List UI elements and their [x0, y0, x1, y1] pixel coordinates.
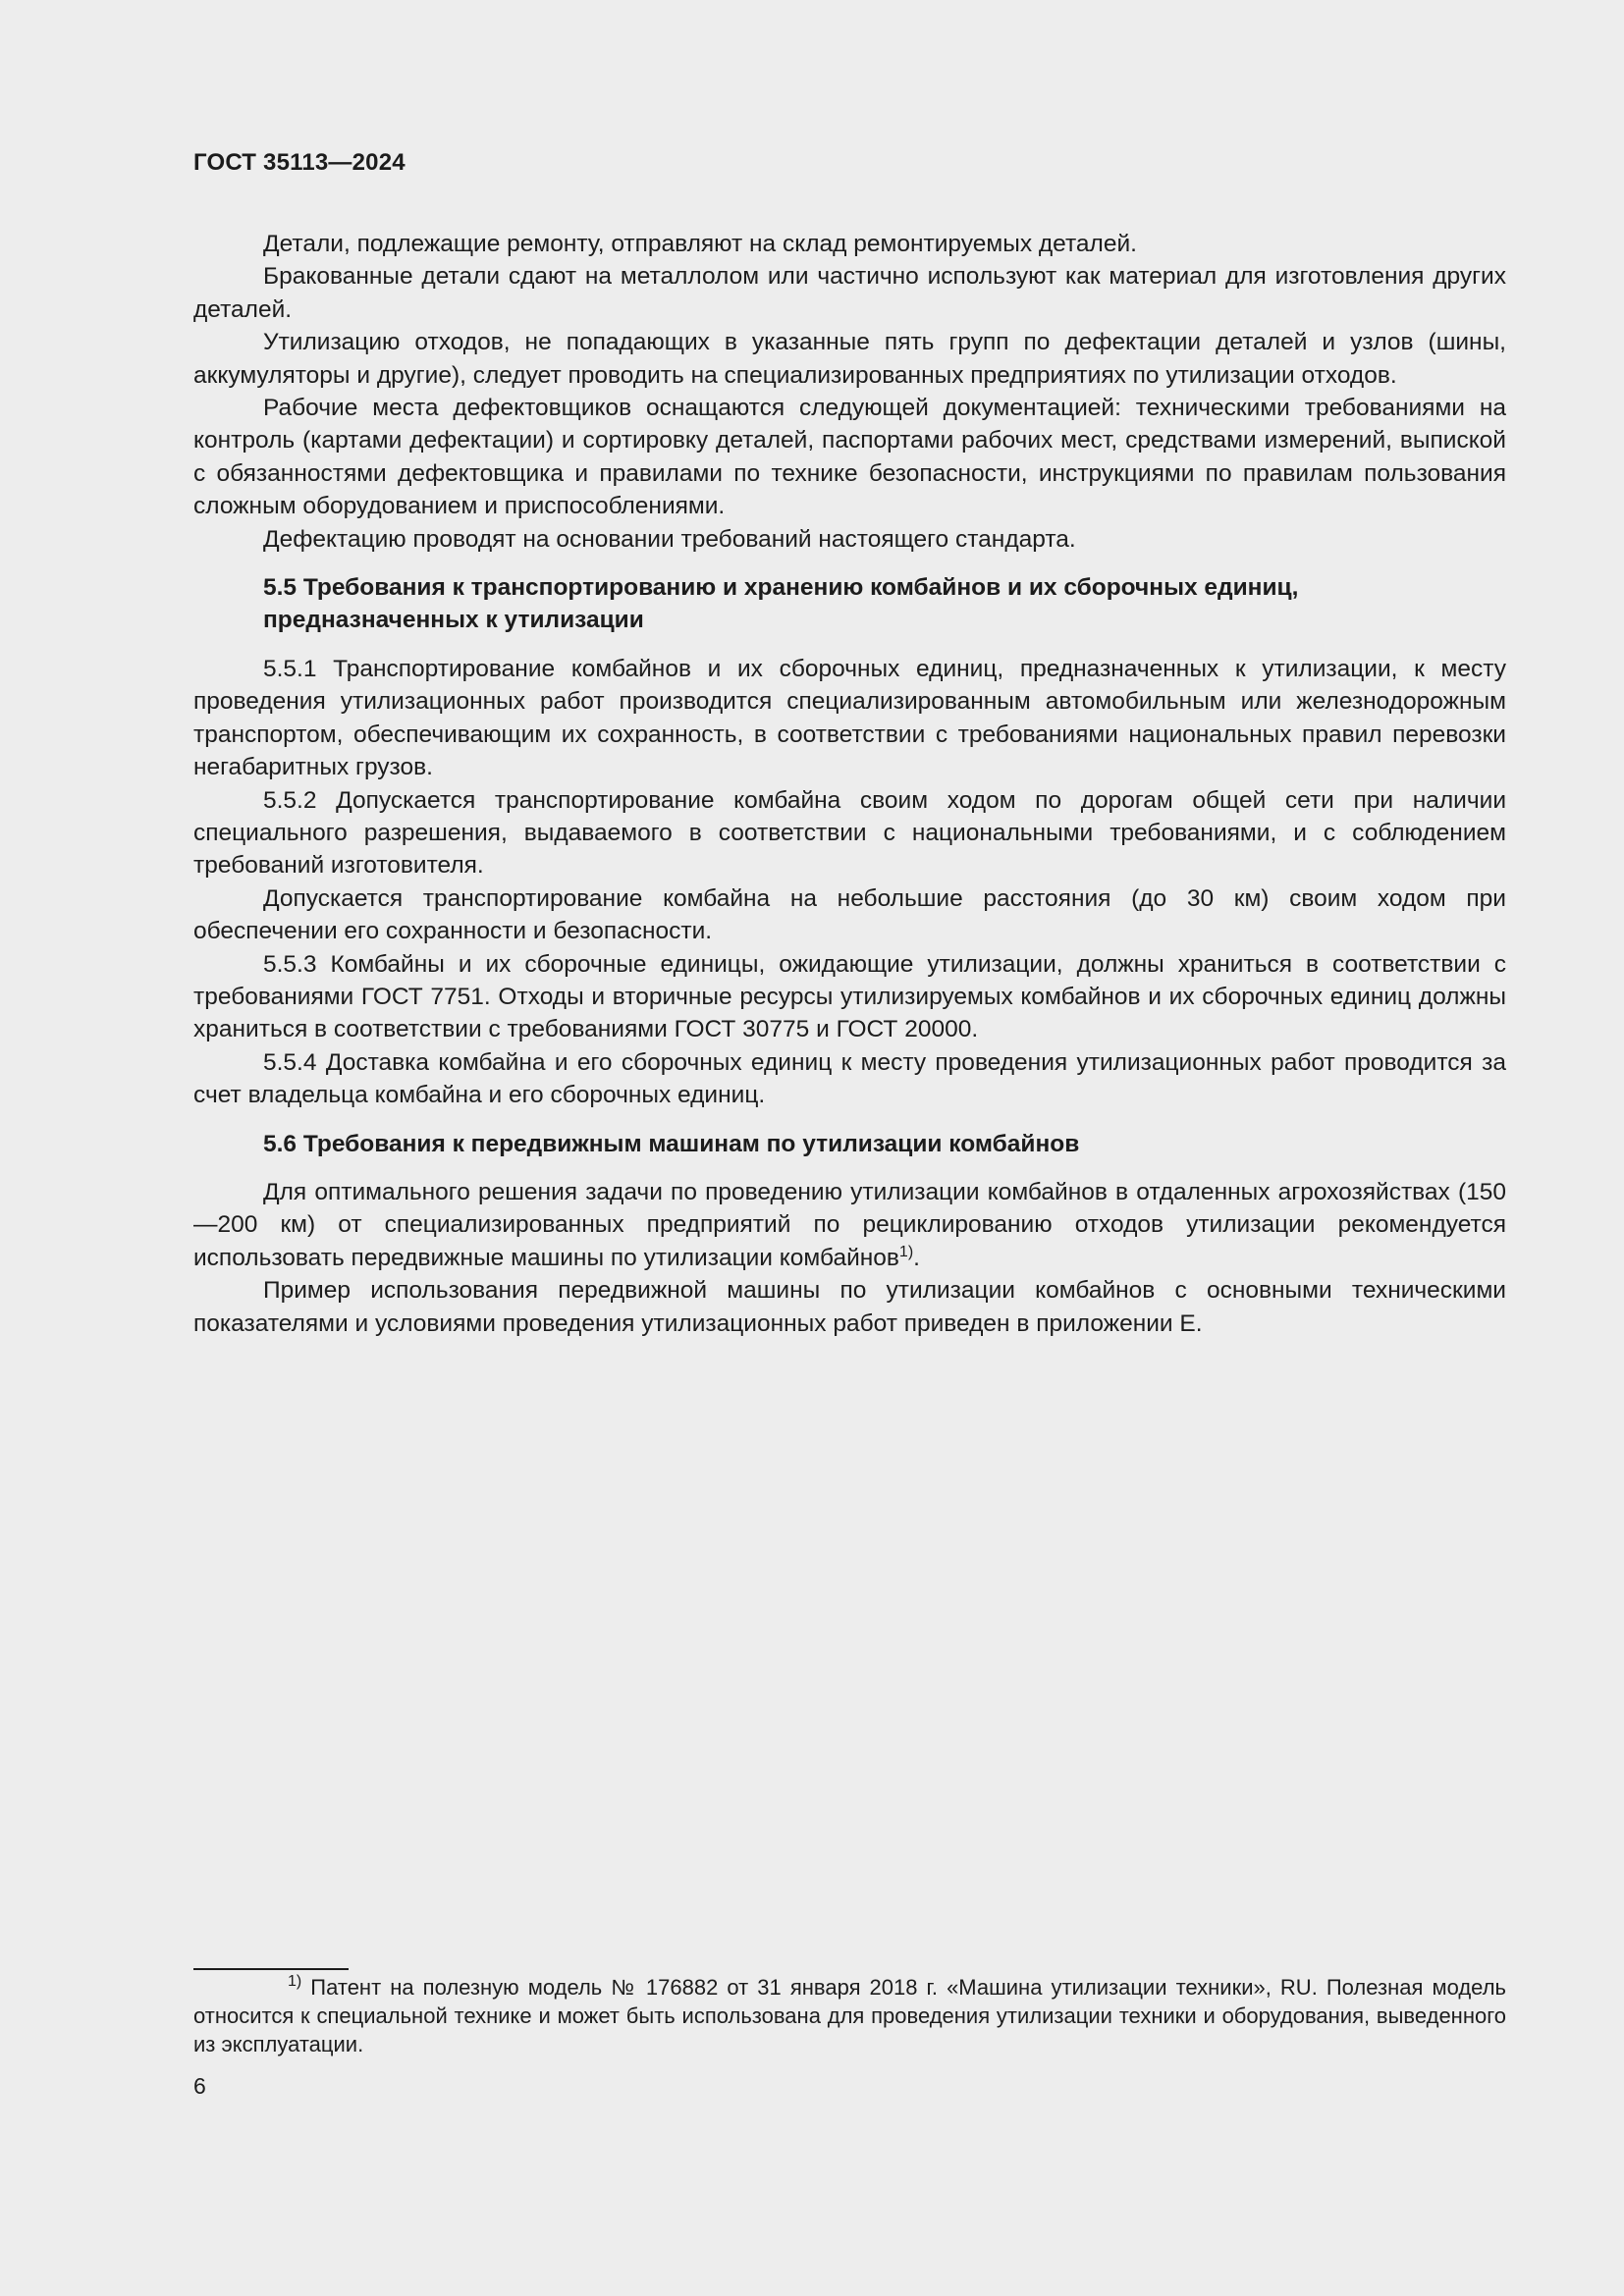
paragraph: Рабочие места дефектовщиков оснащаются следующей документацией: техническими требованиями на контроль (картами дефектации) и сортировку деталей, паспортами рабочих мест, средствами измерений, выпиской с обязанностями дефектовщика и правилами по технике безопасности, инструкциями по правилам пользования сложным оборудованием и приспособлениями.: [193, 395, 1506, 520]
footnote-reference[interactable]: 1): [898, 1243, 914, 1260]
paragraph: Дефектацию проводят на основании требований настоящего стандарта.: [263, 525, 1076, 553]
paragraph-end: .: [913, 1244, 920, 1271]
paragraph: Бракованные детали сдают на металлолом или частично используют как материал для изготовления других деталей.: [193, 263, 1506, 323]
section-heading-5-6: 5.6 Требования к передвижным машинам по утилизации комбайнов: [263, 1130, 1080, 1157]
footnote-text: Патент на полезную модель № 176882 от 31 января 2018 г. «Машина утилизации техники», RU. Полезная модель относится к специальной технике и может быть использована для проведения утилизации техники и оборудования, выведенного из эксплуатации.: [193, 1975, 1506, 2056]
footnote-marker: 1): [288, 1973, 302, 1990]
document-body: [193, 228, 1506, 1340]
paragraph-5-5-3: 5.5.3 Комбайны и их сборочные единицы, ожидающие утилизации, должны храниться в соответствии с требованиями ГОСТ 7751. Отходы и вторичные ресурсы утилизируемых комбайнов и их сборочных единиц должны храниться в соответствии с требованиями ГОСТ 30775 и ГОСТ 20000.: [193, 950, 1506, 1043]
section-heading-5-5: 5.5 Требования к транспортированию и хранению комбайнов и их сборочных единиц, предназначенных к утилизации: [263, 574, 1299, 634]
paragraph: Допускается транспортирование комбайна на небольшие расстояния (до 30 км) своим ходом при обеспечении его сохранности и безопасности.: [193, 884, 1506, 945]
paragraph-5-5-4: 5.5.4 Доставка комбайна и его сборочных единиц к месту проведения утилизационных работ проводится за счет владельца комбайна и его сборочных единиц.: [193, 1048, 1506, 1109]
footnote-divider: [193, 1968, 349, 1970]
document-header: ГОСТ 35113—2024: [193, 149, 406, 176]
paragraph: Детали, подлежащие ремонту, отправляют на склад ремонтируемых деталей.: [263, 231, 1137, 257]
paragraph-5-6-b: Пример использования передвижной машины по утилизации комбайнов с основными техническими показателями и условиями проведения утилизационных работ приведен в приложении Е.: [193, 1277, 1506, 1337]
paragraph: Утилизацию отходов, не попадающих в указанные пять групп по дефектации деталей и узлов (шины, аккумуляторы и другие), следует проводить на специализированных предприятиях по утилизации отходов.: [193, 329, 1506, 389]
paragraph-5-6-a: [193, 1176, 1506, 1274]
paragraph-text: Для оптимального решения задачи по проведению утилизации комбайнов в отдаленных агрохозяйствах (150—200 км) от специализированных предприятий по рециклированию отходов утилизации рекомендуется использовать передвижные машины по утилизации комбайнов: [193, 1178, 1506, 1271]
paragraph-5-5-2: 5.5.2 Допускается транспортирование комбайна своим ходом по дорогам общей сети при наличии специального разрешения, выдаваемого в соответствии с национальными требованиями, и с соблюдением требований изготовителя.: [193, 786, 1506, 880]
paragraph-5-5-1: 5.5.1 Транспортирование комбайнов и их сборочных единиц, предназначенных к утилизации, к месту проведения утилизационных работ производится специализированным автомобильным или железнодорожным транспортом, обеспечивающим их сохранность, в соответствии с требованиями национальных правил перевозки негабаритных грузов.: [193, 655, 1506, 781]
page-number: 6: [193, 2073, 206, 2099]
footnote: [193, 1973, 1506, 2058]
